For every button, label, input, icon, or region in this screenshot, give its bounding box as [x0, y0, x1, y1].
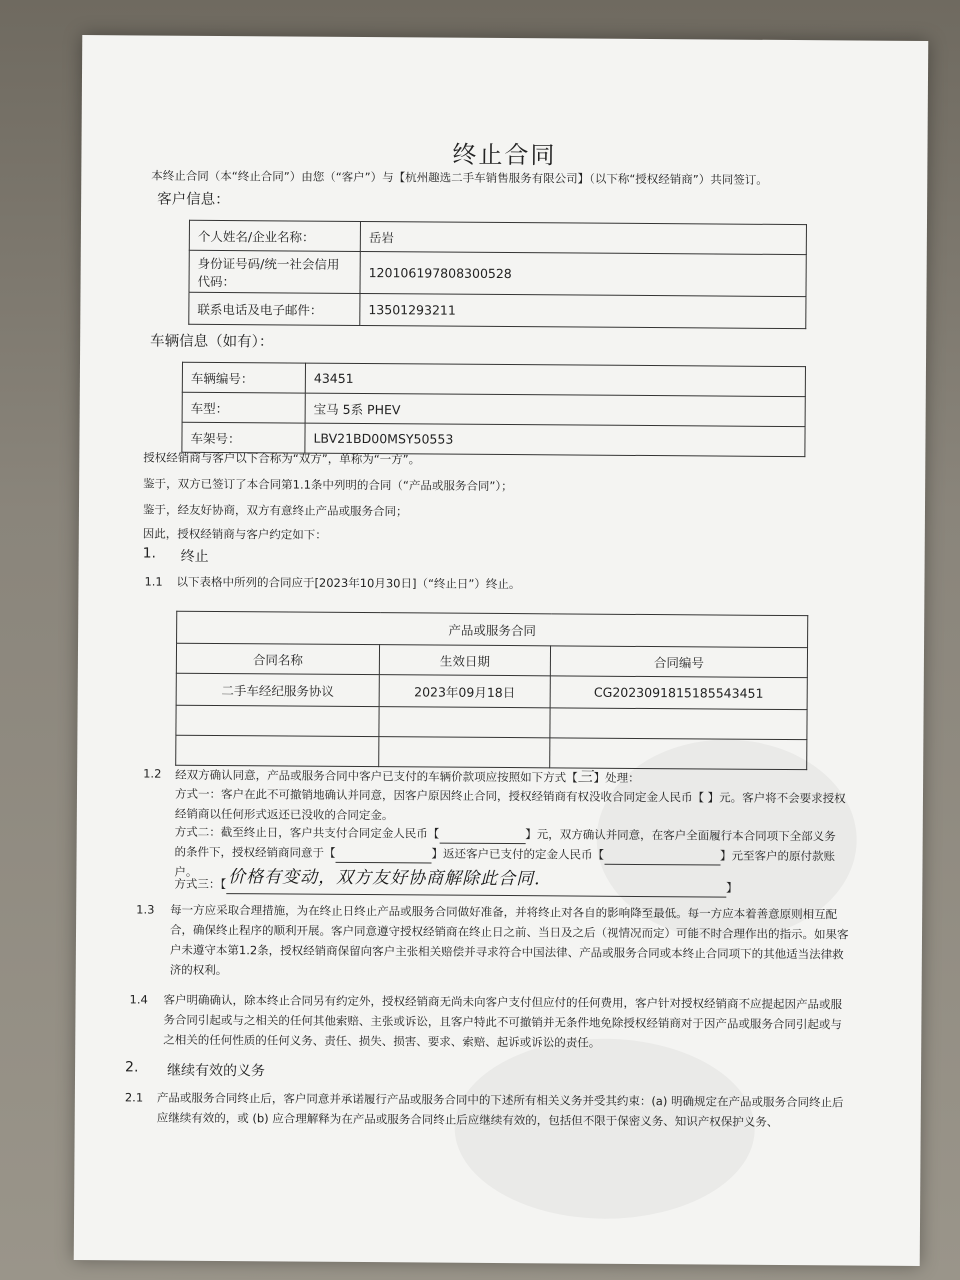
clause-1-2-tail: 】处理： — [593, 770, 640, 785]
intro-paragraph: 本终止合同（本“终止合同”）由您（“客户”）与【杭州趣选二手车销售服务有限公司】（以下称“授权经销商”）共同签订。 — [151, 168, 768, 187]
customer-name-value: 岳岩 — [360, 222, 806, 255]
preamble-whereas-1: 鉴于，双方已签订了本合同第1.1条中列明的合同（“产品或服务合同”）； — [143, 476, 513, 494]
table-cell — [379, 707, 550, 738]
vehicle-number-value: 43451 — [305, 363, 805, 396]
table-cell: 二手车经纪服务协议 — [176, 673, 379, 706]
vehicle-model-label: 车型： — [182, 392, 305, 423]
document-title: 终止合同 — [452, 140, 557, 170]
contract-table-header: 产品或服务合同 — [177, 611, 808, 647]
method-2-part-b: 】元，双方确认并同意，在客户全面履行本合同项下全部义务的条件下，授权经销商同意于【 — [174, 827, 836, 860]
contract-paper — [74, 35, 929, 1266]
clause-1-1-text: 以下表格中所列的合同应于[2023年10月30日]（“终止日”）终止。 — [176, 574, 521, 592]
clause-1-4-text: 客户明确确认，除本终止合同另有约定外，授权经销商无尚未向客户支付但应付的任何费用，客户针对授权经销商不应提起因产品或服务合同引起或与之相关的任何其他索赔、主张或诉讼，且客户特此不可撤销并无条件地免除授权经销商对于因产品或服务合同引起或与之相关的任何性质的任何义务、责任、损失、损害、要求、索赔、起诉或诉讼的责任。 — [163, 992, 843, 1050]
preamble-parties: 授权经销商与客户以下合称为“双方”，单称为“一方”。 — [143, 450, 421, 467]
customer-info-table — [188, 220, 807, 329]
vehicle-vin-label: 车架号： — [182, 422, 305, 453]
table-cell — [550, 738, 807, 770]
table-cell — [176, 735, 379, 766]
contract-table — [175, 611, 808, 770]
clause-2-1-number: 2.1 — [124, 1090, 144, 1105]
clause-2-1-text: 产品或服务合同终止后，客户同意并承诺履行产品或服务合同中的下述所有相关义务并受其约束：(a) 明确规定在产品或服务合同终止后应继续有效的，或 (b) 应合理解释为在产品或服务合同终止后应继续有效的，包括但不限于保密义务、知识产权保护义务、 — [156, 1090, 844, 1129]
method-1-text: 方式一：客户在此不可撤销地确认并同意，因客户原因终止合同，授权经销商有权没收合同定金人民币【 】元。客户将不会要求授权经销商以任何形式返还已没收的合同定金。 — [174, 786, 846, 823]
column-header: 生效日期 — [379, 645, 550, 676]
customer-id-label: 身份证号码/统一社会信用代码： — [189, 250, 360, 293]
table-cell — [176, 705, 379, 736]
date-blank — [336, 862, 432, 864]
vehicle-model-value: 宝马 5系 PHEV — [305, 393, 805, 426]
column-header: 合同名称 — [176, 643, 379, 674]
method-2-part-c: 】返还客户已支付的定金人民币【 — [431, 846, 605, 862]
clause-1-2-number: 1.2 — [143, 766, 162, 781]
customer-info-heading: 客户信息： — [157, 191, 230, 209]
deposit-blank — [439, 843, 525, 845]
vehicle-info-heading: 车辆信息（如有）： — [150, 333, 274, 351]
column-header: 合同编号 — [550, 646, 807, 678]
method-3-end: 】 — [726, 880, 738, 895]
clause-1-3-text: 每一方应采取合理措施，为在终止日终止产品或服务合同做好准备，并将终止对各自的影响降至最低。每一方应本着善意原则相互配合，确保终止程序的顺利开展。客户同意遵守授权经销商在终止日之前、当日及之后（视情况而定）可能不时合理作出的指示。如果客户未遵守本第1.2条，授权经销商保留向客户主张相关赔偿并寻求符合中国法律、产品或服务合同或本终止合同项下的其他适当法律救济的权利。 — [169, 902, 849, 978]
preamble-therefore: 因此，授权经销商与客户约定如下： — [142, 526, 327, 542]
table-cell: CG2023091815185543451 — [550, 676, 807, 710]
table-row — [176, 673, 807, 709]
table-cell — [379, 737, 550, 768]
table-cell — [550, 708, 807, 740]
vehicle-info-table — [181, 362, 806, 457]
method-2-part-a: 方式二：截至终止日，客户共支付合同定金人民币【 — [174, 824, 440, 841]
section-2-title: 继续有效的义务 — [167, 1062, 266, 1080]
method-3-label: 方式三：【 — [174, 876, 227, 892]
document-content — [74, 35, 929, 1266]
vehicle-number-label: 车辆编号： — [182, 362, 305, 393]
method-3-line — [174, 867, 738, 898]
handwritten-method-choice: 三 — [577, 767, 594, 786]
vehicle-vin-value: LBV21BD00MSY50553 — [305, 423, 805, 456]
clause-1-2-lead-text: 经双方确认同意，产品或服务合同中客户已支付的车辆价款项应按照如下方式【 — [175, 767, 578, 785]
customer-contact-value: 13501293211 — [360, 294, 806, 329]
section-1-title: 终止 — [180, 548, 209, 565]
handwritten-method-3-text: 价格有变动，双方友好协商解除此合同. — [228, 867, 541, 890]
clause-1-1-number: 1.1 — [144, 574, 163, 589]
customer-contact-label: 联系电话及电子邮件： — [189, 292, 360, 325]
method-3-blank — [226, 867, 726, 897]
preamble-whereas-2: 鉴于，经友好协商，双方有意终止产品或服务合同； — [142, 502, 408, 519]
method-2-part-d: 】元至客户的原付款账户。 — [174, 848, 836, 879]
customer-id-value: 120106197808300528 — [360, 252, 806, 297]
section-2-number: 2. — [125, 1059, 139, 1076]
clause-1-4-number: 1.4 — [129, 992, 148, 1007]
table-cell: 2023年09月18日 — [379, 675, 550, 708]
refund-blank — [604, 864, 720, 866]
section-1-number: 1. — [142, 545, 157, 562]
clause-1-3-number: 1.3 — [136, 902, 155, 917]
table-row — [176, 705, 807, 739]
customer-name-label: 个人姓名/企业名称： — [189, 220, 360, 251]
